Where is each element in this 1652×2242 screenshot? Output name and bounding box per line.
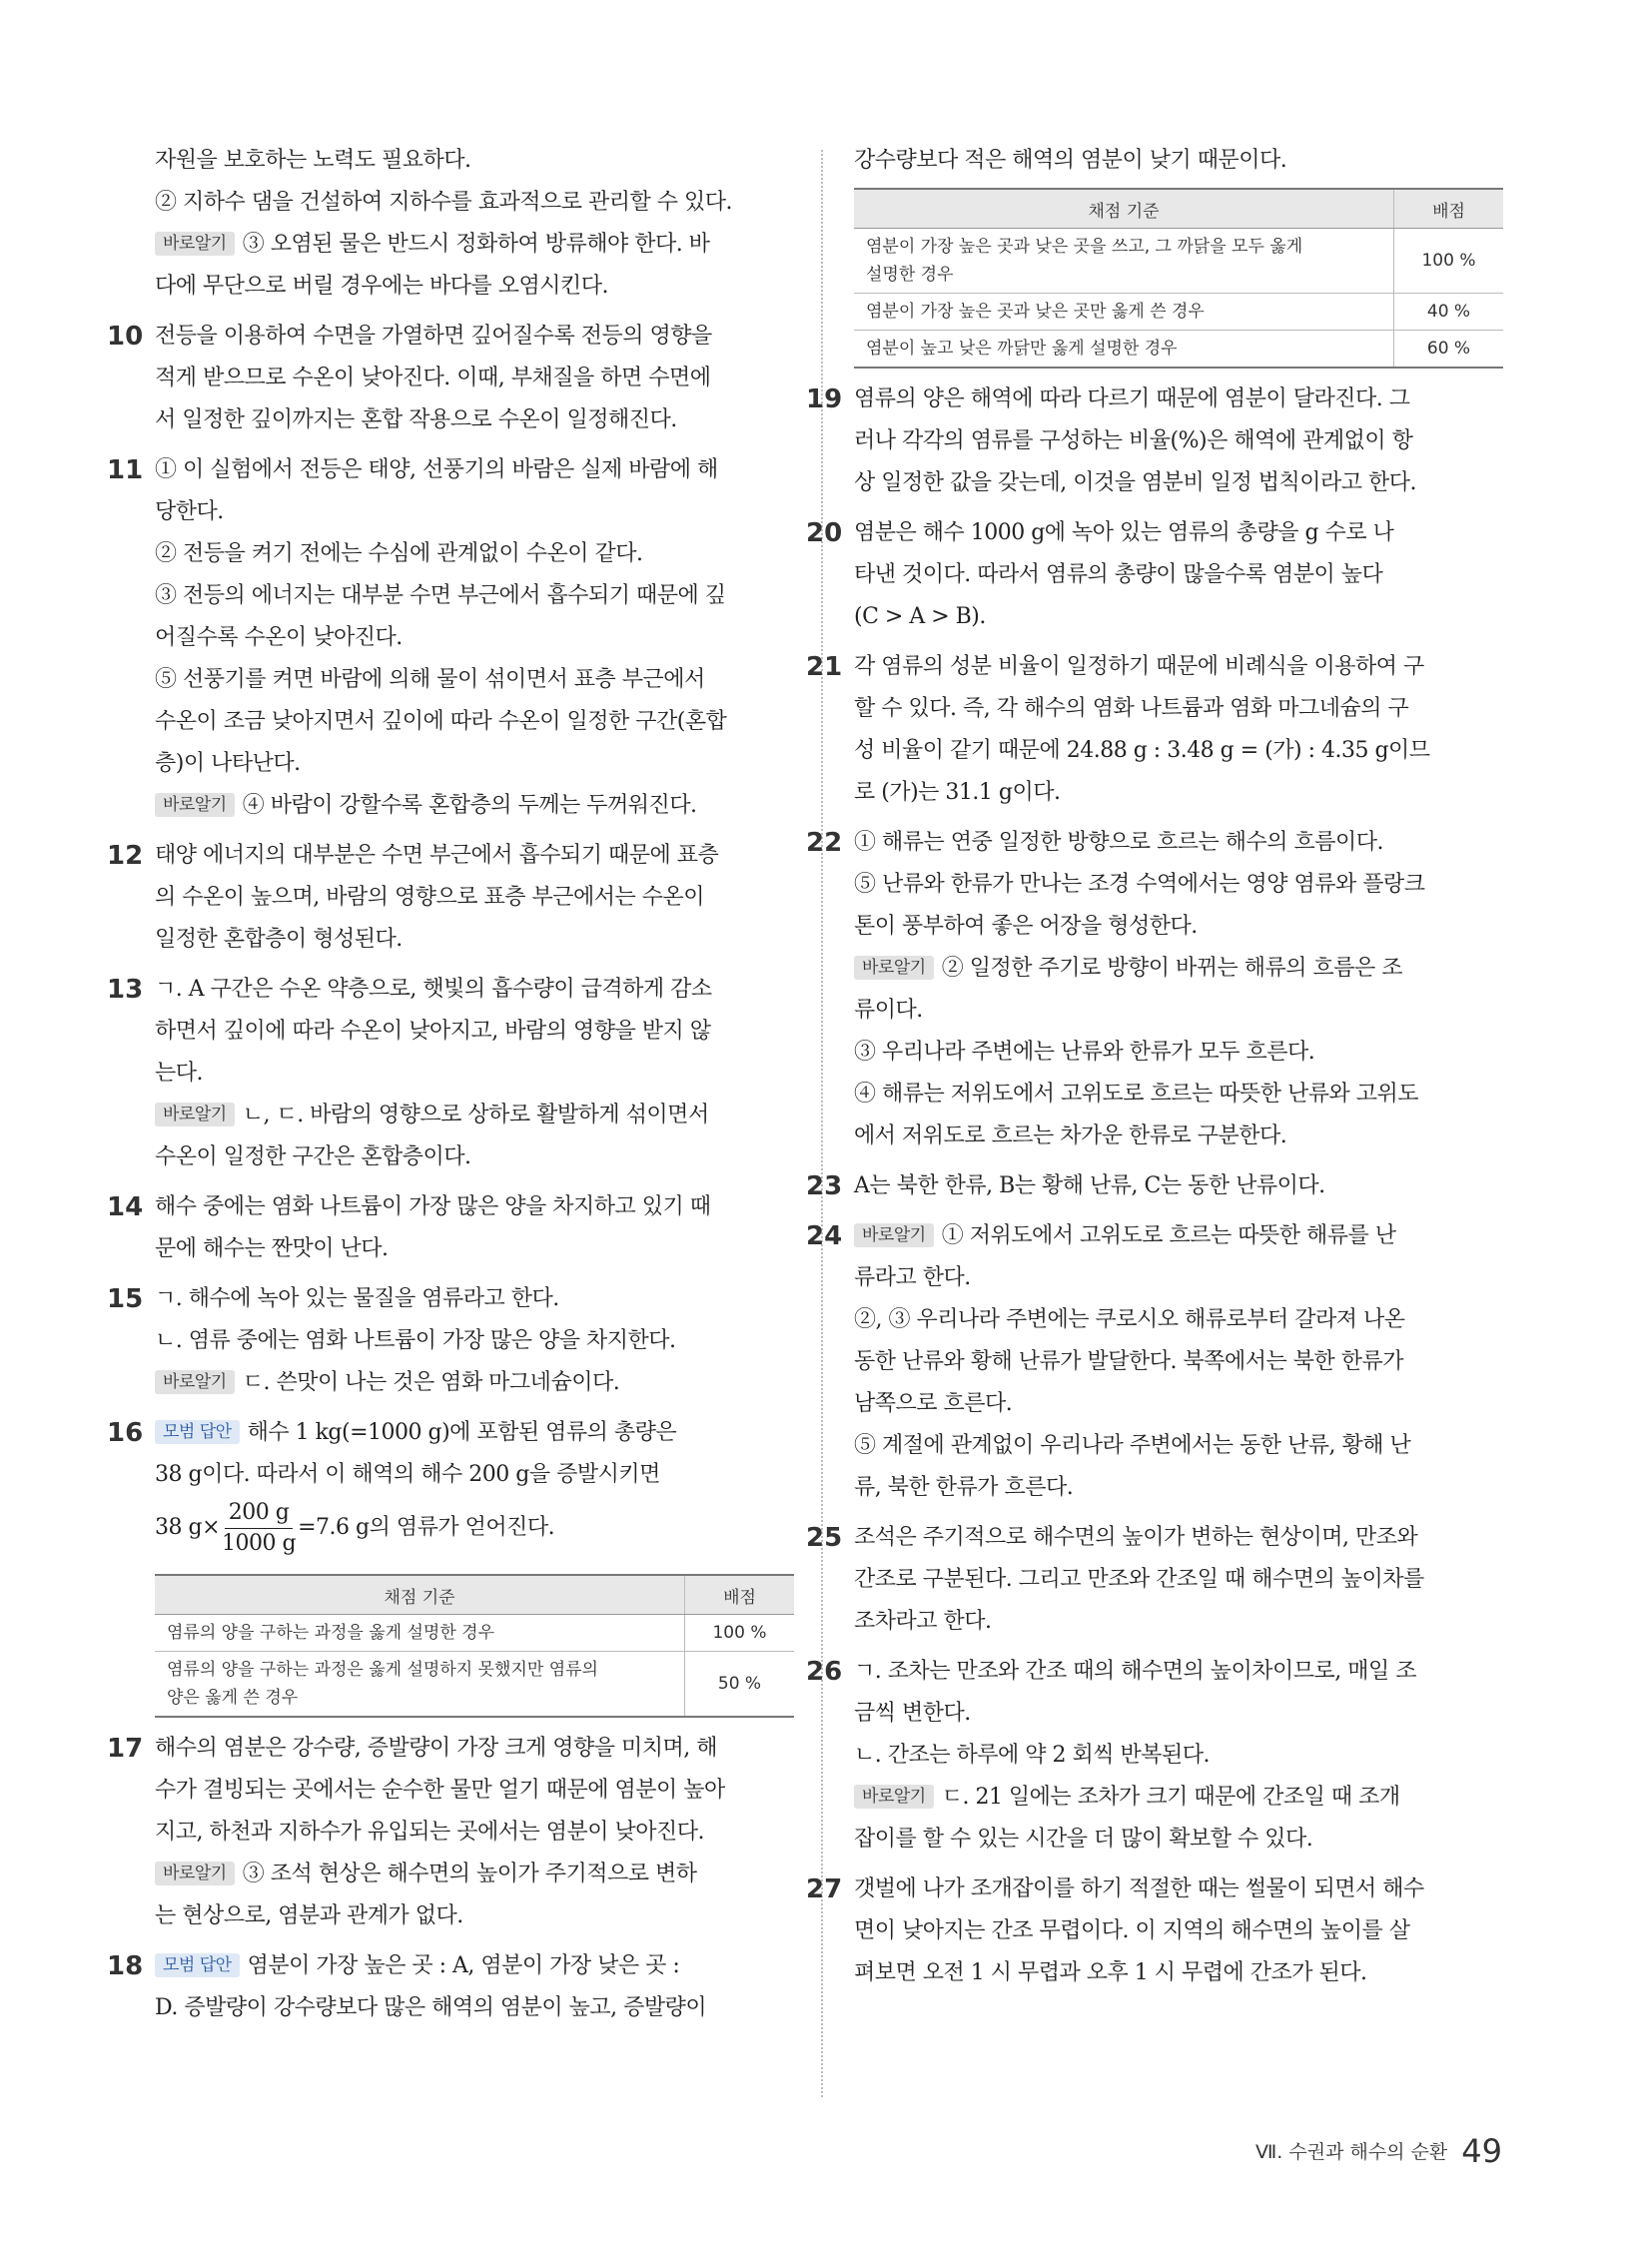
text-line: ③ 우리나라 주변에는 난류와 한류가 모두 흐른다.: [854, 1040, 1315, 1065]
formula-suffix: =7.6 g의 염류가 얻어진다.: [298, 1515, 555, 1540]
right-column: [806, 140, 1503, 1994]
text-line: 러나 각각의 염류를 구성하는 비율(%)은 해역에 관계없이 항: [854, 428, 1413, 453]
answer-21: [806, 646, 1503, 814]
question-number: 12: [107, 841, 144, 871]
text-line: ② 전등을 켜기 전에는 수심에 관계없이 수온이 같다.: [155, 541, 643, 566]
answer-18: [107, 1945, 794, 2029]
scoring-table: [854, 188, 1503, 369]
text-line: 간조로 구분된다. 그리고 만조와 간조일 때 해수면의 높이차를: [854, 1567, 1424, 1592]
text-line: [155, 1095, 794, 1136]
text-line: 문에 해수는 짠맛이 난다.: [155, 1236, 389, 1261]
text-line: 류, 북한 한류가 흐른다.: [854, 1475, 1074, 1500]
text-line: 어질수록 수온이 낮아진다.: [155, 625, 403, 650]
text-line: 에서 저위도로 흐르는 차가운 한류로 구분한다.: [854, 1123, 1287, 1148]
text-line: 조차라고 한다.: [854, 1609, 992, 1634]
text-line: ④ 해류는 저위도에서 고위도로 흐르는 따뜻한 난류와 고위도: [854, 1082, 1419, 1107]
question-number: 17: [107, 1734, 144, 1764]
text-span: 해수 1 kg(=1000 g)에 포함된 염류의 총량은: [247, 1420, 677, 1445]
text-line: 동한 난류와 황해 난류가 발달한다. 북쪽에서는 북한 한류가: [854, 1349, 1403, 1374]
text-line: 조석은 주기적으로 해수면의 높이가 변하는 현상이며, 만조와: [854, 1525, 1418, 1550]
fraction: [222, 1498, 296, 1559]
correction-badge: 바로알기: [854, 956, 934, 980]
question-number: 21: [806, 652, 843, 682]
text-line: 염분은 해수 1000 g에 녹아 있는 염류의 총량을 g 수로 나: [854, 520, 1394, 545]
table-cell: 40 %: [1394, 294, 1504, 331]
text-line: 수온이 일정한 구간은 혼합층이다.: [155, 1144, 471, 1169]
correction-badge: 바로알기: [155, 1103, 235, 1126]
text-line: 해수 중에는 염화 나트륨이 가장 많은 양을 차지하고 있기 때: [155, 1194, 711, 1219]
chapter-title: Ⅶ. 수권과 해수의 순환: [1255, 2141, 1448, 2163]
correction-badge: 바로알기: [854, 1785, 934, 1809]
text-line: 류라고 한다.: [854, 1265, 971, 1290]
text-span: ㄷ. 21 일에는 조차가 크기 때문에 간조일 때 조개: [941, 1785, 1400, 1810]
answer-14: [107, 1186, 794, 1270]
table-cell: 100 %: [685, 1615, 795, 1652]
text-line: 상 일정한 값을 갖는데, 이것을 염분비 일정 법칙이라고 한다.: [854, 470, 1416, 495]
page-footer: [1255, 2132, 1502, 2170]
text-line: ⑤ 난류와 한류가 만나는 조경 수역에서는 영양 염류와 플랑크: [854, 872, 1425, 897]
question-number: 19: [806, 384, 843, 414]
text-line: [854, 948, 1503, 990]
table-cell: 100 %: [1394, 229, 1504, 294]
table-header: 배점: [685, 1575, 795, 1615]
text-line: 남쪽으로 흐른다.: [854, 1391, 1013, 1416]
answer-22: [806, 822, 1503, 1157]
cell-line: 양은 옳게 쓴 경우: [167, 1688, 299, 1708]
table-cell: 60 %: [1394, 331, 1504, 369]
text-line: 타낸 것이다. 따라서 염류의 총량이 많을수록 염분이 높다: [854, 562, 1383, 587]
question-number: 24: [806, 1221, 843, 1251]
text-line: 펴보면 오전 1 시 무렵과 오후 1 시 무렵에 간조가 된다.: [854, 1960, 1367, 1985]
table-cell: 염류의 양을 구하는 과정을 옳게 설명한 경우: [155, 1615, 685, 1652]
text-line: (C > A > B).: [854, 604, 986, 629]
text-line: 해수의 염분은 강수량, 증발량이 가장 크게 영향을 미치며, 해: [155, 1736, 717, 1761]
scoring-table: [155, 1574, 794, 1718]
text-line: 하면서 깊이에 따라 수온이 낮아지고, 바람의 영향을 받지 않: [155, 1019, 711, 1044]
text-line: ㄱ. A 구간은 수온 약층으로, 햇빛의 흡수량이 급격하게 감소: [155, 977, 712, 1002]
text-line: [854, 1777, 1503, 1819]
text-span: ㄴ, ㄷ. 바람의 영향으로 상하로 활발하게 섞이면서: [242, 1103, 709, 1127]
text-line: 38 g이다. 따라서 이 해역의 해수 200 g을 증발시키면: [155, 1462, 660, 1487]
question-number: 18: [107, 1951, 144, 1981]
text-span: ③ 조석 현상은 해수면의 높이가 주기적으로 변하: [242, 1862, 697, 1886]
answer-24: [806, 1215, 1503, 1509]
text-span: ④ 바람이 강할수록 혼합층의 두께는 두꺼워진다.: [242, 793, 697, 818]
text-line: 성 비율이 같기 때문에 24.88 g : 3.48 g = (가) : 4.35 g이므: [854, 738, 1430, 763]
table-row: [155, 1615, 794, 1652]
question-number: 13: [107, 975, 144, 1005]
text-line: 금씩 변한다.: [854, 1701, 971, 1726]
text-line: 자원을 보호하는 노력도 필요하다.: [155, 148, 471, 173]
text-line: [155, 1412, 794, 1454]
table-header: 배점: [1394, 189, 1504, 229]
text-line: 지고, 하천과 지하수가 유입되는 곳에서는 염분이 낮아진다.: [155, 1820, 704, 1845]
fraction-numerator: 200 g: [225, 1498, 294, 1529]
answer-27: [806, 1868, 1503, 1994]
text-line: 적게 받으므로 수온이 낮아진다. 이때, 부채질을 하면 수면에: [155, 366, 711, 390]
text-line: 강수량보다 적은 해역의 염분이 낮기 때문이다.: [854, 148, 1287, 173]
text-line: ②, ③ 우리나라 주변에는 쿠로시오 해류로부터 갈라져 나온: [854, 1307, 1405, 1332]
answer-16: [107, 1412, 794, 1718]
correction-badge: 바로알기: [155, 1370, 235, 1394]
text-line: [155, 1945, 794, 1987]
question-number: 11: [107, 455, 144, 485]
text-line: [155, 1362, 794, 1404]
correction-badge: 바로알기: [155, 793, 235, 817]
text-line: 는 현상으로, 염분과 관계가 없다.: [155, 1903, 463, 1928]
cell-line: 설명한 경우: [866, 265, 954, 285]
text-span: 염분이 가장 높은 곳 : A, 염분이 가장 낮은 곳 :: [247, 1953, 680, 1978]
question-number: 22: [806, 828, 843, 858]
text-line: 는다.: [155, 1061, 203, 1086]
model-answer-badge: 모범 답안: [155, 1953, 240, 1977]
text-span: ③ 오염된 물은 반드시 정화하여 방류해야 한다. 바: [242, 232, 710, 257]
text-line: ① 이 실험에서 전등은 태양, 선풍기의 바람은 실제 바람에 해: [155, 457, 718, 482]
table-cell: [854, 229, 1394, 294]
column-divider: [821, 150, 823, 2097]
text-line: ③ 전등의 에너지는 대부분 수면 부근에서 흡수되기 때문에 깊: [155, 583, 726, 608]
text-line: 톤이 풍부하여 좋은 어장을 형성한다.: [854, 914, 1198, 939]
text-line: 갯벌에 나가 조개잡이를 하기 적절한 때는 썰물이 되면서 해수: [854, 1876, 1424, 1901]
question-number: 20: [806, 518, 843, 548]
text-span: ㄷ. 쓴맛이 나는 것은 염화 마그네슘이다.: [242, 1370, 620, 1395]
text-span: ① 저위도에서 고위도로 흐르는 따뜻한 해류를 난: [941, 1223, 1396, 1248]
text-line: ⑤ 선풍기를 켜면 바람에 의해 물이 섞이면서 표층 부근에서: [155, 667, 705, 692]
table-header: 채점 기준: [155, 1575, 685, 1615]
text-line: ㄱ. 해수에 녹아 있는 물질을 염류라고 한다.: [155, 1286, 559, 1311]
continued-answer: [155, 140, 794, 308]
table-row: [854, 294, 1503, 331]
text-line: 수온이 조금 낮아지면서 깊이에 따라 수온이 일정한 구간(혼합: [155, 709, 727, 734]
answer-15: [107, 1278, 794, 1404]
text-line: 면이 낮아지는 간조 무렵이다. 이 지역의 해수면의 높이를 살: [854, 1918, 1410, 1943]
text-line: D. 증발량이 강수량보다 많은 해역의 염분이 높고, 증발량이: [155, 1995, 707, 2020]
text-line: [155, 785, 794, 827]
answer-20: [806, 512, 1503, 638]
text-line: 류이다.: [854, 998, 923, 1023]
text-line: ⑤ 계절에 관계없이 우리나라 주변에서는 동한 난류, 황해 난: [854, 1433, 1411, 1458]
question-number: 23: [806, 1171, 843, 1201]
answer-26: [806, 1651, 1503, 1861]
text-line: ㄱ. 조차는 만조와 간조 때의 해수면의 높이차이므로, 매일 조: [854, 1659, 1416, 1684]
table-row: [155, 1652, 794, 1718]
table-cell: [155, 1652, 685, 1718]
text-line: 로 (가)는 31.1 g이다.: [854, 780, 1061, 805]
text-line: 일정한 혼합층이 형성된다.: [155, 927, 403, 952]
text-line: [854, 1215, 1503, 1257]
page-number: 49: [1461, 2132, 1502, 2170]
question-number: 15: [107, 1284, 144, 1314]
text-line: 각 염류의 성분 비율이 일정하기 때문에 비례식을 이용하여 구: [854, 654, 1424, 679]
question-number: 27: [806, 1874, 843, 1904]
text-line: ㄴ. 염류 중에는 염화 나트륨이 가장 많은 양을 차지한다.: [155, 1328, 676, 1353]
correction-badge: 바로알기: [854, 1223, 934, 1247]
table-cell: 50 %: [685, 1652, 795, 1718]
model-answer-badge: 모범 답안: [155, 1420, 240, 1444]
answer-13: [107, 969, 794, 1178]
fraction-denominator: 1000 g: [222, 1530, 297, 1556]
continued-answer: [854, 140, 1503, 369]
question-number: 16: [107, 1418, 144, 1448]
answer-10: [107, 316, 794, 441]
answer-19: [806, 378, 1503, 504]
text-line: 층)이 나타난다.: [155, 751, 301, 776]
text-line: 수가 결빙되는 곳에서는 순수한 물만 얼기 때문에 염분이 높아: [155, 1778, 725, 1803]
text-span: ② 일정한 주기로 방향이 바뀌는 해류의 흐름은 조: [941, 956, 1402, 981]
formula-line: [155, 1496, 794, 1560]
table-cell: 염분이 가장 높은 곳과 낮은 곳만 옳게 쓴 경우: [854, 294, 1394, 331]
text-line: ㄴ. 간조는 하루에 약 2 회씩 반복된다.: [854, 1743, 1210, 1768]
formula-prefix: 38 g×: [155, 1515, 221, 1540]
answer-12: [107, 835, 794, 961]
cell-line: 염류의 양을 구하는 과정은 옳게 설명하지 못했지만 염류의: [167, 1660, 598, 1680]
text-line: 태양 에너지의 대부분은 수면 부근에서 흡수되기 때문에 표층: [155, 843, 719, 868]
text-line: 당한다.: [155, 499, 224, 524]
table-row: [854, 229, 1503, 294]
table-header: 채점 기준: [854, 189, 1394, 229]
table-row: [854, 331, 1503, 369]
correction-badge: 바로알기: [155, 232, 235, 256]
correction-badge: 바로알기: [155, 1862, 235, 1885]
text-line: 할 수 있다. 즉, 각 해수의 염화 나트륨과 염화 마그네슘의 구: [854, 696, 1409, 721]
text-line: 다에 무단으로 버릴 경우에는 바다를 오염시킨다.: [155, 274, 609, 299]
text-line: [155, 1854, 794, 1895]
text-line: A는 북한 한류, B는 황해 난류, C는 동한 난류이다.: [854, 1173, 1325, 1198]
answer-25: [806, 1517, 1503, 1643]
cell-line: 염분이 가장 높은 곳과 낮은 곳을 쓰고, 그 까닭을 모두 옳게: [866, 237, 1303, 257]
answer-17: [107, 1728, 794, 1937]
text-line: 염류의 양은 해역에 따라 다르기 때문에 염분이 달라진다. 그: [854, 386, 1410, 411]
text-line: 잡이를 할 수 있는 시간을 더 많이 확보할 수 있다.: [854, 1827, 1313, 1852]
answer-23: [806, 1165, 1503, 1207]
text-line: ① 해류는 연중 일정한 방향으로 흐르는 해수의 흐름이다.: [854, 830, 1383, 855]
text-line: 의 수온이 높으며, 바람의 영향으로 표층 부근에서는 수온이: [155, 885, 704, 910]
text-line: 전등을 이용하여 수면을 가열하면 깊어질수록 전등의 영향을: [155, 324, 712, 349]
question-number: 10: [107, 322, 144, 352]
question-number: 14: [107, 1192, 144, 1222]
text-line: 서 일정한 깊이까지는 혼합 작용으로 수온이 일정해진다.: [155, 407, 677, 432]
table-cell: 염분이 높고 낮은 까닭만 옳게 설명한 경우: [854, 331, 1394, 369]
question-number: 25: [806, 1523, 843, 1553]
left-column: [107, 140, 794, 2029]
text-line: [155, 224, 794, 266]
text-line: ② 지하수 댐을 건설하여 지하수를 효과적으로 관리할 수 있다.: [155, 190, 732, 215]
answer-11: [107, 449, 794, 827]
question-number: 26: [806, 1657, 843, 1687]
